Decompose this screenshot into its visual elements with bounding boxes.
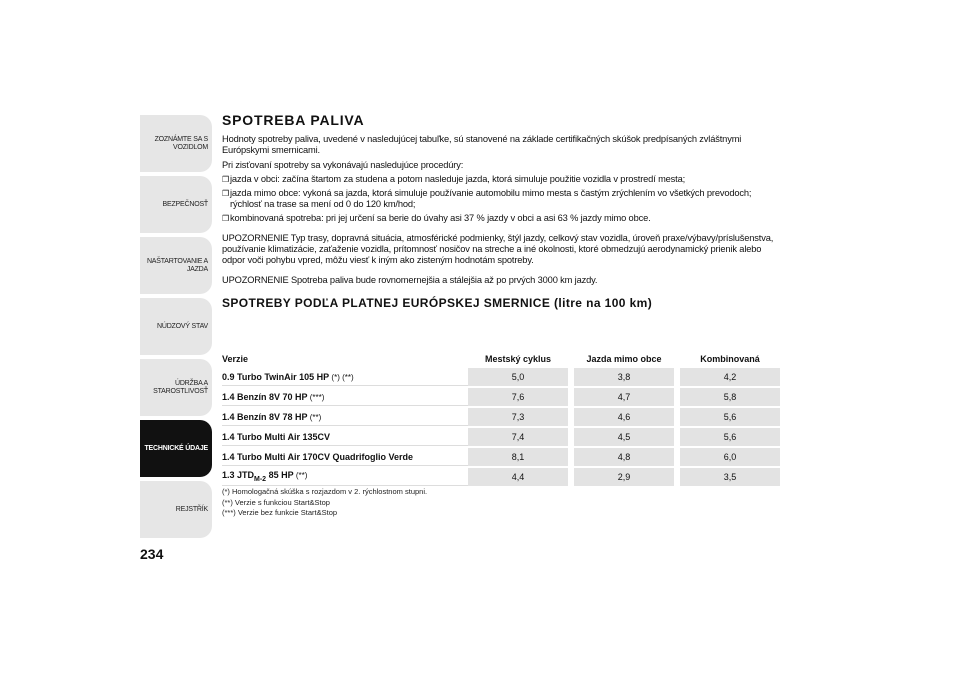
col-header-versions: Verzie [222, 354, 249, 364]
version-name: 1.4 Benzín 8V 78 HP (**) [222, 408, 468, 426]
extra-urban-value: 2,9 [574, 468, 674, 486]
checkbox-bullet-icon: ❒ [222, 189, 230, 198]
combined-value: 6,0 [680, 448, 780, 466]
extra-urban-value: 4,5 [574, 428, 674, 446]
footnotes [222, 487, 427, 519]
section-title: SPOTREBA PALIVA [222, 112, 365, 128]
combined-value: 4,2 [680, 368, 780, 386]
tab-rejstrik[interactable]: REJSTŘÍK [140, 481, 212, 538]
extra-urban-value: 4,6 [574, 408, 674, 426]
bullet-item [222, 188, 782, 210]
tab-zoznamte-sa[interactable]: ZOZNÁMTE SA S VOZIDLOM [140, 115, 212, 172]
tab-bezpecnost[interactable]: BEZPEČNOSŤ [140, 176, 212, 233]
table-row [222, 368, 780, 386]
procedures-intro: Pri zisťovaní spotreby sa vykonávajú nasledujúce procedúry: [222, 160, 464, 170]
warning-paragraph: UPOZORNENIE Spotreba paliva bude rovnomernejšia a stálejšia až po prvých 3000 km jazdy. [222, 275, 598, 285]
tab-technicke-udaje[interactable]: TECHNICKÉ ÚDAJE [140, 420, 212, 477]
col-header-city: Mestský cyklus [484, 354, 552, 364]
city-value: 7,6 [468, 388, 568, 406]
combined-value: 5,6 [680, 408, 780, 426]
table-header-row [222, 352, 780, 366]
extra-urban-value: 4,7 [574, 388, 674, 406]
tab-nastartovanie[interactable]: NAŠTARTOVANIE A JAZDA [140, 237, 212, 294]
intro-paragraph: Hodnoty spotreby paliva, uvedené v nasledujúcej tabuľke, sú stanovené na základe certifikačných skúšok predpísaných zvláštnymi Európskymi smernicami. [222, 134, 742, 155]
tab-udrzba[interactable]: ÚDRŽBA A STAROSTLIVOSŤ [140, 359, 212, 416]
city-value: 8,1 [468, 448, 568, 466]
combined-value: 5,8 [680, 388, 780, 406]
version-name: 1.4 Benzín 8V 70 HP (***) [222, 388, 468, 406]
checkbox-bullet-icon: ❒ [222, 214, 230, 223]
combined-value: 5,6 [680, 428, 780, 446]
table-row [222, 448, 780, 466]
footnote: (**) Verzie s funkciou Start&Stop [222, 497, 330, 507]
table-row [222, 468, 780, 486]
extra-urban-value: 3,8 [574, 368, 674, 386]
city-value: 7,3 [468, 408, 568, 426]
bullet-item [222, 174, 782, 185]
bullet-text: jazda v obci: začína štartom za studena a potom nasleduje jazda, ktorá simuluje použitie vozidla v prostredí mesta; [230, 174, 686, 184]
tab-nudzovy-stav[interactable]: NÚDZOVÝ STAV [140, 298, 212, 355]
table-title: SPOTREBY PODĽA PLATNEJ EURÓPSKEJ SMERNICE (litre na 100 km) [222, 296, 653, 310]
footnote: (*) Homologačná skúška s rozjazdom v 2. rýchlostnom stupni. [222, 487, 428, 496]
table-row [222, 408, 780, 426]
bullet-text: jazda mimo obce: vykoná sa jazda, ktorá simuluje používanie automobilu mimo mesta s častým zrýchlením vo všetkých prevodoch; rýchlosť na trase sa mení od 0 do 120 km/hod; [230, 188, 752, 209]
city-value: 5,0 [468, 368, 568, 386]
col-header-combined: Kombinovaná [700, 354, 760, 364]
version-name: 1.3 $JTD_{M-2}$ 85 HP (**) [222, 468, 468, 486]
version-name: 0.9 Turbo TwinAir 105 HP (*) (**) [222, 368, 468, 386]
city-value: 7,4 [468, 428, 568, 446]
checkbox-bullet-icon: ❒ [222, 175, 230, 184]
bullet-item [222, 213, 782, 224]
table-row [222, 428, 780, 446]
warning-paragraph: UPOZORNENIE Typ trasy, dopravná situácia, atmosférické podmienky, štýl jazdy, celkový stav vozidla, úroveň praxe/výbavy/príslušenstva, používanie klimatizácie, zaťaženie vozidla, prítomnosť nosičov na streche a iné okolnosti, ktoré obmedzujú aerodynamický prienik alebo odpor voči pohybu vpred, môžu viesť k iným ako zisteným hodnotám spotreby. [222, 233, 774, 265]
bullet-text: kombinovaná spotreba: pri jej určení sa berie do úvahy asi 37 % jazdy v obci a asi 63 % jazdy mimo obce. [230, 213, 651, 223]
chapter-sidebar [140, 115, 212, 542]
col-header-extra-urban: Jazda mimo obce [586, 354, 662, 364]
footnote: (***) Verzie bez funkcie Start&Stop [222, 508, 338, 517]
consumption-table [222, 350, 780, 488]
combined-value: 3,5 [680, 468, 780, 486]
version-name: 1.4 Turbo Multi Air 135CV [222, 428, 468, 446]
page-number: 234 [140, 546, 164, 562]
extra-urban-value: 4,8 [574, 448, 674, 466]
version-name: 1.4 Turbo Multi Air 170CV Quadrifoglio Verde [222, 448, 468, 466]
city-value: 4,4 [468, 468, 568, 486]
section-content [222, 112, 782, 310]
table-row [222, 388, 780, 406]
